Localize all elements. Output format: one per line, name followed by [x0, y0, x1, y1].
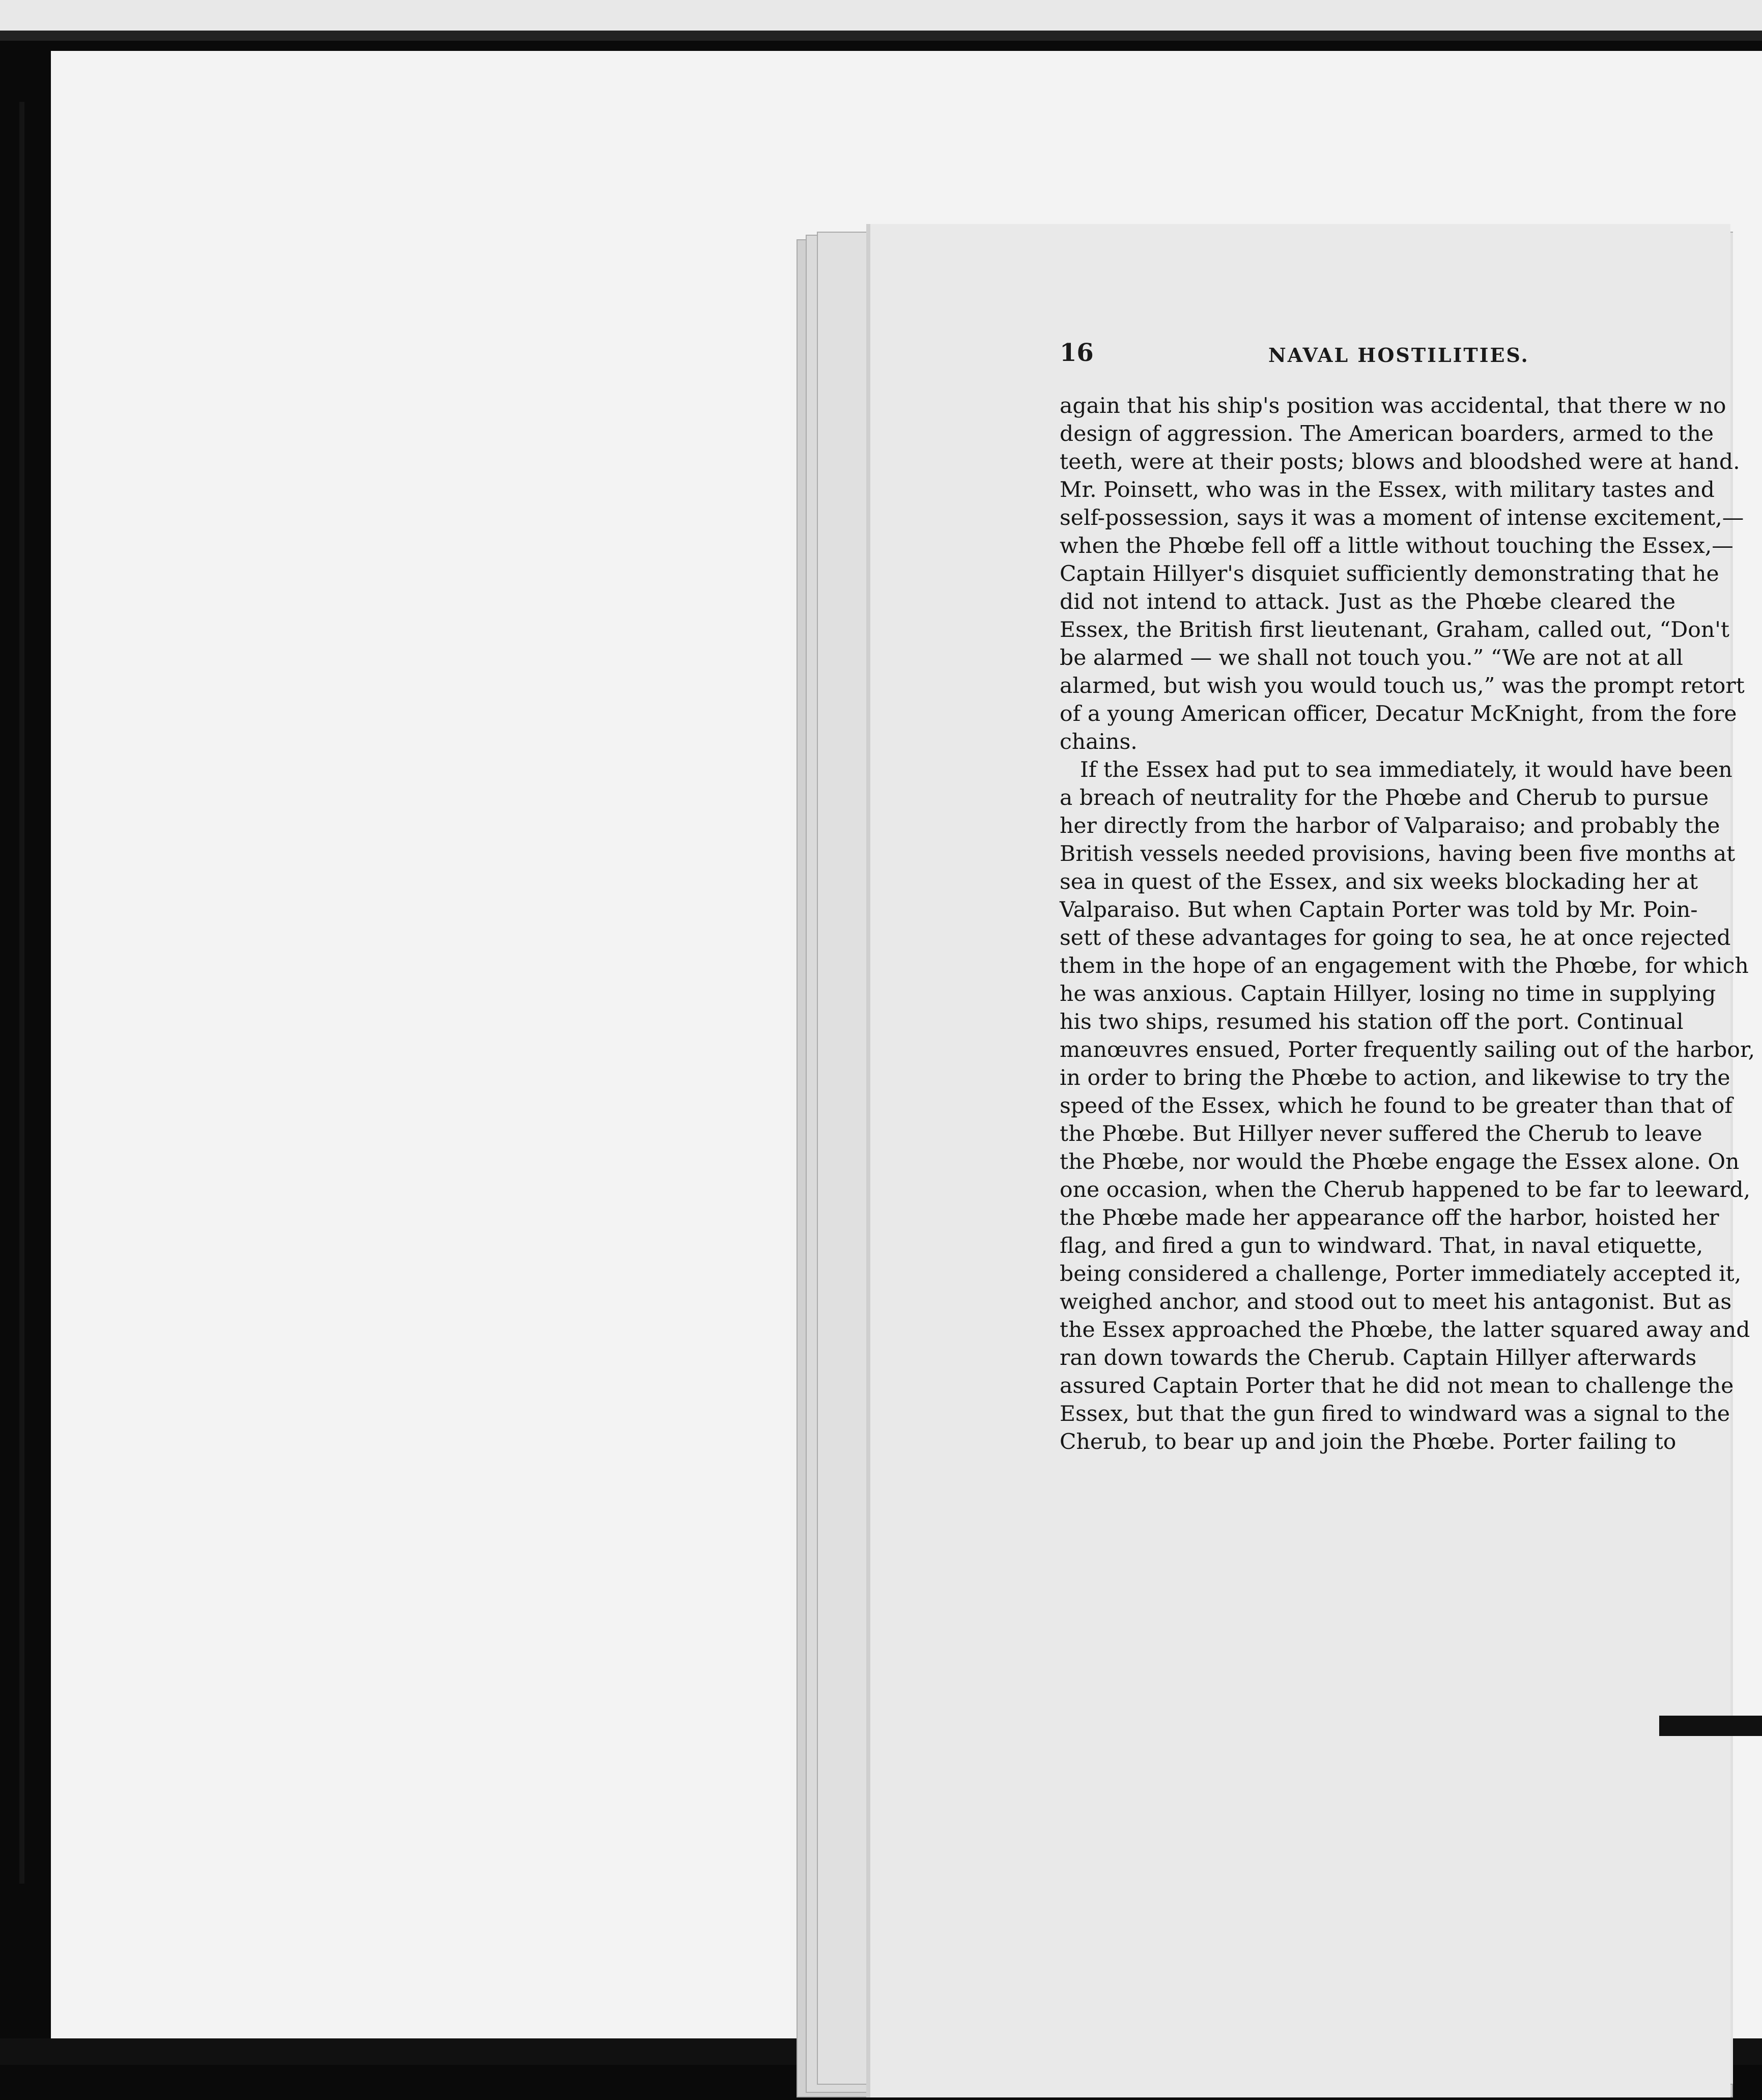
- text-line: Essex, the British first lieutenant, Graham, called out, “Don't: [1060, 618, 1729, 642]
- text-line: Mr. Poinsett, who was in the Essex, with military tastes and: [1060, 478, 1715, 502]
- text-line: sea in quest of the Essex, and six weeks blockading her at: [1060, 870, 1698, 894]
- text-line: the Essex approached the Phœbe, the latter squared away and: [1060, 1318, 1750, 1342]
- scan-left-edge: [19, 102, 24, 1884]
- text-line: Valparaiso. But when Captain Porter was told by Mr. Poin-: [1060, 898, 1698, 922]
- text-line: the Phœbe made her appearance off the harbor, hoisted her: [1060, 1206, 1719, 1230]
- running-head: NAVAL HOSTILITIES.: [1268, 344, 1529, 367]
- text-line: did not intend to attack. Just as the Phœbe cleared the: [1060, 590, 1675, 614]
- paragraph-1: [1060, 392, 1745, 756]
- text-line: ran down towards the Cherub. Captain Hillyer afterwards: [1060, 1346, 1697, 1370]
- scan-top-border: [0, 0, 1762, 31]
- text-line: of a young American officer, Decatur McKnight, from the fore: [1060, 702, 1737, 726]
- text-line: them in the hope of an engagement with the Phœbe, for which: [1060, 954, 1749, 978]
- text-line: British vessels needed provisions, having been five months at: [1060, 842, 1736, 866]
- text-line: speed of the Essex, which he found to be greater than that of: [1060, 1094, 1733, 1118]
- text-line: the Phœbe. But Hillyer never suffered the Cherub to leave: [1060, 1122, 1702, 1146]
- text-line: when the Phœbe fell off a little without touching the Essex,—: [1060, 534, 1733, 558]
- text-line: flag, and fired a gun to windward. That, in naval etiquette,: [1060, 1234, 1703, 1258]
- text-line: design of aggression. The American boarders, armed to the: [1060, 422, 1714, 446]
- text-line: chains.: [1060, 730, 1138, 754]
- text-line: Essex, but that the gun fired to windward was a signal to the: [1060, 1402, 1730, 1426]
- text-line: one occasion, when the Cherub happened to be far to leeward,: [1060, 1178, 1751, 1202]
- text-line: teeth, were at their posts; blows and bloodshed were at hand.: [1060, 450, 1740, 474]
- text-line: Captain Hillyer's disquiet sufficiently demonstrating that he: [1060, 562, 1719, 586]
- text-line: Cherub, to bear up and join the Phœbe. Porter failing to: [1060, 1430, 1676, 1454]
- text-line: he was anxious. Captain Hillyer, losing no time in supplying: [1060, 982, 1716, 1006]
- text-line: be alarmed — we shall not touch you.” “We are not at all: [1060, 646, 1683, 670]
- text-line: his two ships, resumed his station off the port. Continual: [1060, 1010, 1684, 1034]
- text-line: manœuvres ensued, Porter frequently sailing out of the harbor,: [1060, 1038, 1755, 1062]
- text-line: again that his ship's position was accidental, that there w no: [1060, 394, 1726, 418]
- text-line: sett of these advantages for going to sea, he at once rejected: [1060, 926, 1731, 950]
- page-header: [1060, 339, 1674, 369]
- scan-top-edge: [0, 31, 1762, 41]
- text-line: a breach of neutrality for the Phœbe and Cherub to pursue: [1060, 786, 1709, 810]
- text-line: being considered a challenge, Porter immediately accepted it,: [1060, 1262, 1742, 1286]
- text-line: her directly from the harbor of Valparaiso; and probably the: [1060, 814, 1720, 838]
- text-line: assured Captain Porter that he did not mean to challenge the: [1060, 1374, 1734, 1398]
- text-line: in order to bring the Phœbe to action, and likewise to try the: [1060, 1066, 1730, 1090]
- text-line: the Phœbe, nor would the Phœbe engage the Essex alone. On: [1060, 1150, 1740, 1174]
- text-line: alarmed, but wish you would touch us,” was the prompt retort: [1060, 674, 1745, 698]
- text-line: self-possession, says it was a moment of intense excitement,—: [1060, 506, 1744, 530]
- text-line: If the Essex had put to sea immediately, it would have been: [1080, 758, 1732, 782]
- page-number: 16: [1060, 339, 1094, 367]
- paragraph-2: [1060, 756, 1755, 1456]
- page-body: [1060, 392, 1755, 1456]
- text-line: weighed anchor, and stood out to meet his antagonist. But as: [1060, 1290, 1732, 1314]
- scan-edge-blot: [1659, 1716, 1762, 1736]
